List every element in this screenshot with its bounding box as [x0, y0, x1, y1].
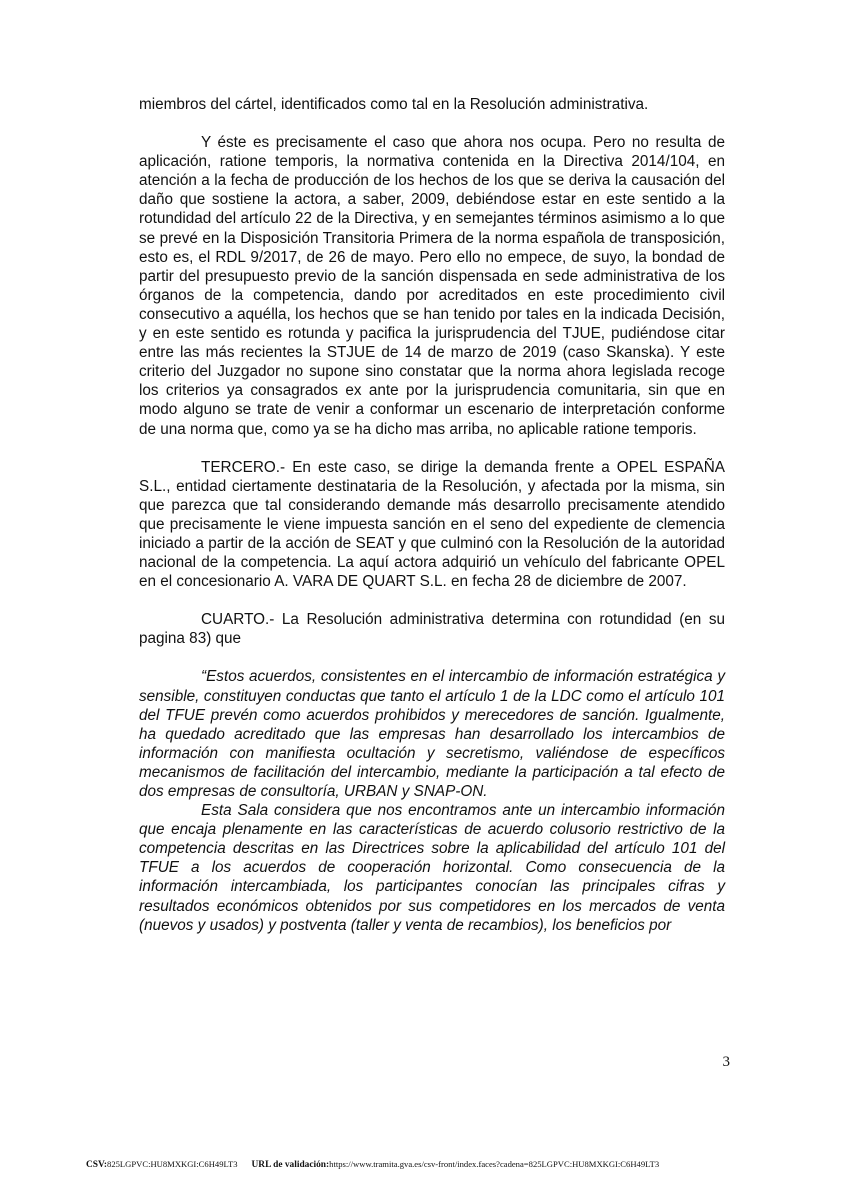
- page-number: 3: [722, 1054, 730, 1070]
- quote-paragraph-2: Esta Sala considera que nos encontramos ante un intercambio información que encaja plenamente en las características de acuerdo colusorio restrictivo de la competencia descritas en las Directrices sobre la aplicabilidad del artículo 101 del TFUE a los acuerdos de cooperación horizontal. Como consecuencia de la información intercambiada, los participantes conocían las principales cifras y resultados económicos obtenidos por sus competidores en los mercados de venta (nuevos y usados) y postventa (taller y venta de recambios), los beneficios por: [139, 802, 725, 934]
- paragraph-continuation: miembros del cártel, identificados como tal en la Resolución administrativa.: [139, 96, 649, 113]
- csv-code: 825LGPVC:HU8MXKGI:C6H49LT3: [107, 1159, 238, 1169]
- validation-url[interactable]: https://www.tramita.gva.es/csv-front/index.faces?cadena=825LGPVC:HU8MXKGI:C6H49LT3: [329, 1159, 660, 1169]
- paragraph-ratione-temporis: Y éste es precisamente el caso que ahora nos ocupa. Pero no resulta de aplicación, ratione temporis, la normativa contenida en la Directiva 2014/104, en atención a la fecha de producción de los hechos de los que se deriva la causación del daño que sostiene la actora, a saber, 2009, debiéndose estar en este sentido a la rotundidad del artículo 22 de la Directiva, y en semejantes términos asimismo a lo que se prevé en la Disposición Transitoria Primera de la norma española de transposición, esto es, el RDL 9/2017, de 26 de mayo. Pero ello no empece, de suyo, la bondad de partir del presupuesto previo de la sanción dispensada en sede administrativa de los órganos de la competencia, dando por acreditados en este procedimiento civil consecutivo a aquélla, los hechos que se han tenido por tales en la indicada Decisión, y en este sentido es rotunda y pacifica la jurisprudencia del TJUE, pudiéndose citar entre las más recientes la STJUE de 14 de marzo de 2019 (caso Skanska). Y este criterio del Juzgador no supone sino constatar que la norma ahora legislada recoge los criterios ya consagrados ex ante por la jurisprudencia comunitaria, sin que en modo alguno se trate de venir a conformar un escenario de interpretación conforme de una norma que, como ya se ha dicho mas arriba, no aplicable ratione temporis.: [139, 134, 725, 438]
- url-label: URL de validación:: [251, 1160, 330, 1170]
- document-body: [139, 95, 725, 935]
- paragraph-cuarto: CUARTO.- La Resolución administrativa determina con rotundidad (en su pagina 83) que: [139, 611, 725, 648]
- validation-footer: [86, 1159, 786, 1170]
- quote-paragraph-1: “Estos acuerdos, consistentes en el intercambio de información estratégica y sensible, constituyen conductas que tanto el artículo 1 de la LDC como el artículo 101 del TFUE prevén como acuerdos prohibidos y merecedores de sanción. Igualmente, ha quedado acreditado que las empresas han desarrollado los intercambios de información con manifiesta ocultación y secretismo, valiéndose de específicos mecanismos de facilitación del intercambio, mediante la participación a tal efecto de dos empresas de consultoría, URBAN y SNAP-ON.: [139, 668, 725, 800]
- csv-label: CSV:: [86, 1160, 108, 1170]
- paragraph-tercero: TERCERO.- En este caso, se dirige la demanda frente a OPEL ESPAÑA S.L., entidad ciertamente destinataria de la Resolución, y afectada por la misma, sin que parezca que tal considerando demande más desarrollo precisamente atendido que precisamente le viene impuesta sanción en el seno del expediente de clemencia iniciado a partir de la acción de SEAT y que culminó con la Resolución de la autoridad nacional de la competencia. La aquí actora adquirió un vehículo del fabricante OPEL en el concesionario A. VARA DE QUART S.L. en fecha 28 de diciembre de 2007.: [139, 458, 725, 591]
